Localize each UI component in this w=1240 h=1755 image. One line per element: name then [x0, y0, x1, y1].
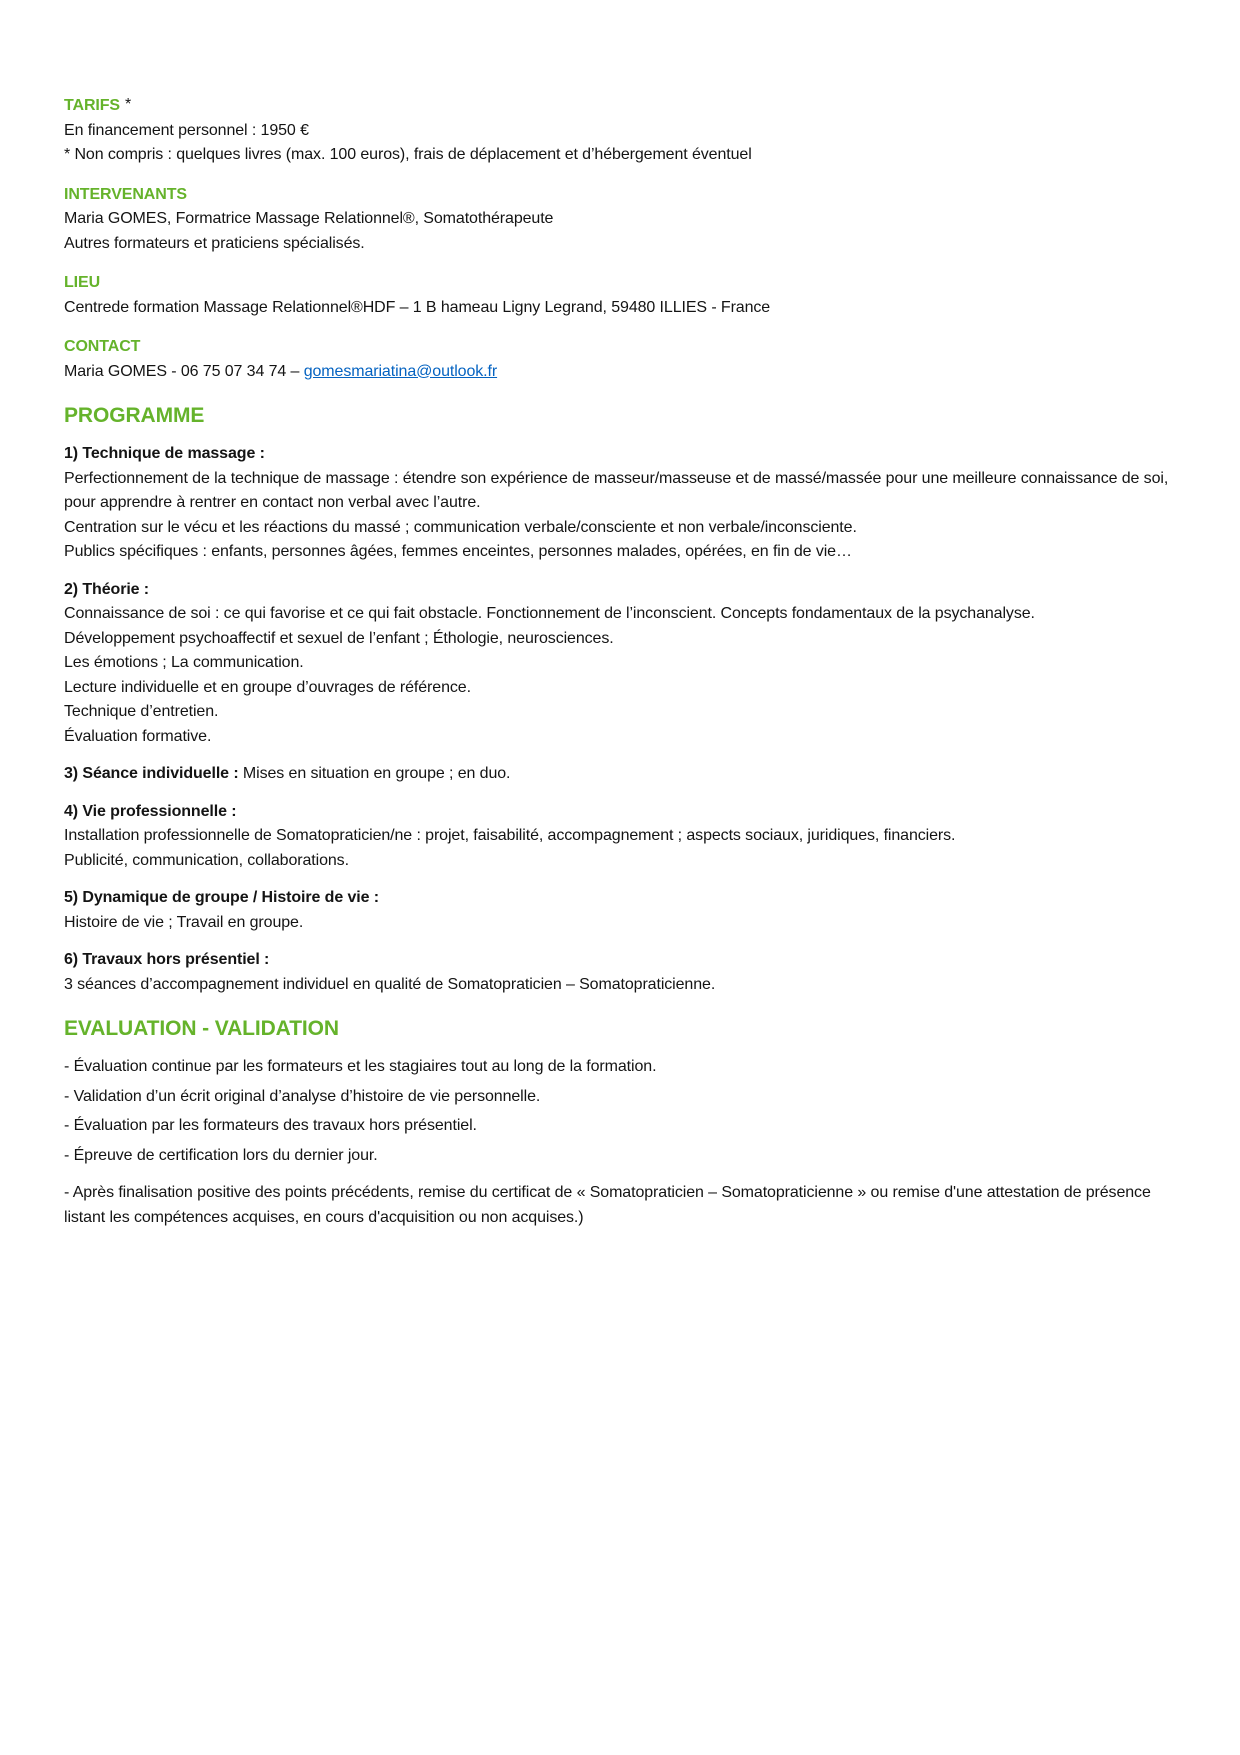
programme-title: PROGRAMME [64, 404, 205, 427]
programme-item-3-heading-line [64, 762, 1176, 787]
evaluation-bullet-3: - Évaluation par les formateurs des travaux hors présentiel. [64, 1117, 477, 1134]
intervenants-title: INTERVENANTS [64, 185, 187, 203]
programme-item-4-body-1: Installation professionnelle de Somatopraticien/ne : projet, faisabilité, accompagnement ; aspects sociaux, juridiques, financiers. [64, 827, 956, 844]
programme-item-3 [64, 762, 1176, 787]
programme-item-6-heading-line [64, 948, 1176, 973]
programme-item-4-heading: 4) Vie professionnelle : [64, 802, 237, 820]
programme-item-6-body-1: 3 séances d’accompagnement individuel en qualité de Somatopraticien – Somatopraticienne. [64, 975, 716, 993]
evaluation-title: EVALUATION - VALIDATION [64, 1017, 339, 1040]
programme-item-2-body-2: Développement psychoaffectif et sexuel de l’enfant ; Éthologie, neurosciences. [64, 629, 614, 647]
tarifs-asterisk: * [125, 96, 132, 113]
evaluation-bullet-1: - Évaluation continue par les formateurs et les stagiaires tout au long de la formation. [64, 1058, 657, 1075]
intervenants-line-2: Autres formateurs et praticiens spécialisés. [64, 234, 365, 252]
lieu-title: LIEU [64, 274, 101, 291]
section-lieu [64, 271, 1176, 320]
programme-item-1-body-1: Perfectionnement de la technique de massage : étendre son expérience de masseur/masseuse et de massé/massée pour une meilleure connaissance de soi, pour apprendre à rentrer en contact non verbal avec l’autre. [64, 469, 1169, 511]
programme-item-2-body-1: Connaissance de soi : ce qui favorise et ce qui fait obstacle. Fonctionnement de l’inconscient. Concepts fondamentaux de la psychanalyse. [64, 605, 1035, 622]
section-tarifs [64, 94, 1176, 168]
section-evaluation [64, 1014, 1176, 1230]
programme-item-2-heading: 2) Théorie : [64, 580, 150, 598]
programme-item-4-body-2: Publicité, communication, collaborations. [64, 851, 349, 869]
contact-title: CONTACT [64, 338, 141, 355]
programme-item-2 [64, 578, 1176, 750]
programme-item-6 [64, 948, 1176, 997]
programme-item-3-inline-text: Mises en situation en groupe ; en duo. [238, 765, 511, 782]
tarifs-line-note: * Non compris : quelques livres (max. 100 euros), frais de déplacement et d’hébergement éventuel [64, 146, 752, 163]
evaluation-bullet-4: - Épreuve de certification lors du dernier jour. [64, 1146, 378, 1164]
programme-item-1-body-3: Publics spécifiques : enfants, personnes âgées, femmes enceintes, personnes malades, opérées, en fin de vie… [64, 543, 852, 560]
programme-item-1 [64, 442, 1176, 565]
section-intervenants [64, 183, 1176, 257]
tarifs-heading [64, 94, 1176, 119]
contact-email-link[interactable]: gomesmariatina@outlook.fr [303, 362, 498, 380]
programme-item-1-heading-line [64, 442, 1176, 467]
lieu-line-address: Centrede formation Massage Relationnel®HDF – 1 B hameau Ligny Legrand, 59480 ILLIES - France [64, 298, 771, 316]
section-contact [64, 335, 1176, 384]
programme-item-1-body-2: Centration sur le vécu et les réactions du massé ; communication verbale/consciente et non verbale/inconsciente. [64, 518, 857, 536]
programme-item-2-heading-line [64, 578, 1176, 603]
contact-name-phone: Maria GOMES - 06 75 07 34 74 – [64, 362, 304, 380]
programme-item-2-body-3: Les émotions ; La communication. [64, 654, 304, 671]
section-programme [64, 401, 1176, 997]
programme-item-2-body-5: Technique d’entretien. [64, 703, 219, 720]
programme-item-5-body-1: Histoire de vie ; Travail en groupe. [64, 913, 304, 931]
programme-item-2-body-6: Évaluation formative. [64, 727, 212, 745]
programme-item-5 [64, 886, 1176, 935]
programme-item-4-heading-line [64, 800, 1176, 825]
programme-item-4 [64, 800, 1176, 874]
tarifs-title: TARIFS [64, 97, 120, 114]
evaluation-closing: - Après finalisation positive des points précédents, remise du certificat de « Somatopraticien – Somatopraticienne » ou remise d'une attestation de présence listant les compétences acquises, en cours d'acquisition ou non acquises.) [64, 1184, 1151, 1226]
programme-item-2-body-4: Lecture individuelle et en groupe d’ouvrages de référence. [64, 678, 471, 696]
contact-line [64, 360, 1176, 385]
evaluation-bullet-2: - Validation d’un écrit original d’analyse d’histoire de vie personnelle. [64, 1087, 541, 1105]
programme-item-5-heading-line [64, 886, 1176, 911]
programme-item-3-heading: 3) Séance individuelle : [64, 765, 239, 782]
programme-item-6-heading: 6) Travaux hors présentiel : [64, 951, 270, 968]
intervenants-line-1: Maria GOMES, Formatrice Massage Relationnel®, Somatothérapeute [64, 210, 554, 227]
programme-item-5-heading: 5) Dynamique de groupe / Histoire de vie : [64, 889, 379, 906]
programme-item-1-heading: 1) Technique de massage : [64, 445, 265, 462]
tarifs-line-price: En financement personnel : 1950 € [64, 121, 309, 139]
